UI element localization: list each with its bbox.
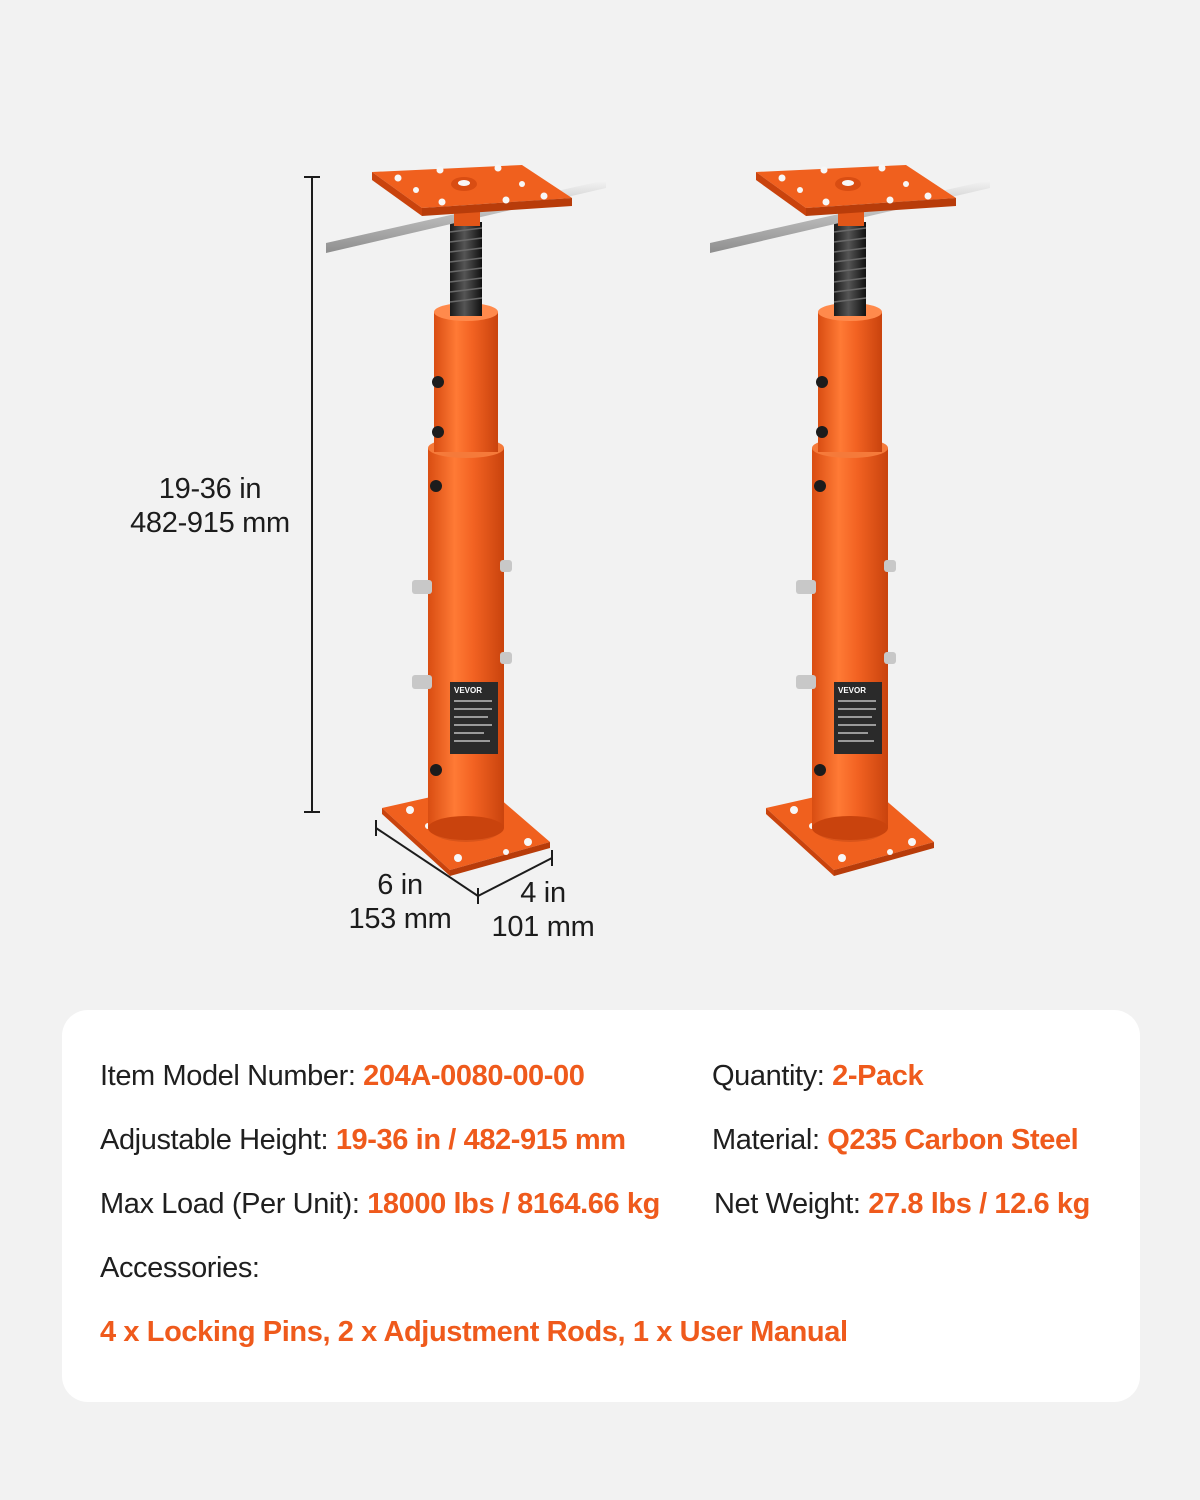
height-mm: 482-915 mm — [130, 507, 290, 539]
spec-quantity — [712, 1060, 923, 1093]
depth-in: 4 in — [520, 877, 566, 909]
spec-material-label: Material: — [712, 1124, 828, 1156]
depth-mm: 101 mm — [491, 911, 595, 943]
spec-load — [100, 1188, 660, 1221]
width-in: 6 in — [377, 869, 423, 901]
spec-load-value: 18000 lbs / 8164.66 kg — [367, 1188, 660, 1220]
jack-stand-right — [710, 165, 990, 877]
spec-weight — [714, 1188, 1090, 1221]
width-mm: 153 mm — [348, 903, 452, 935]
spec-load-label: Max Load (Per Unit): — [100, 1188, 368, 1220]
spec-height-label: Adjustable Height: — [100, 1124, 336, 1156]
spec-quantity-label: Quantity: — [712, 1060, 833, 1092]
spec-card — [62, 1010, 1140, 1402]
spec-model — [100, 1060, 585, 1093]
base-depth-label — [478, 876, 608, 944]
spec-accessories-value: 4 x Locking Pins, 2 x Adjustment Rods, 1 x User Manual — [100, 1316, 848, 1348]
spec-model-label: Item Model Number: — [100, 1060, 364, 1092]
spec-accessories-label: Accessories: — [100, 1252, 260, 1284]
spec-material-value: Q235 Carbon Steel — [827, 1124, 1079, 1156]
jack-stands-illustration: VEVOR — [0, 0, 1200, 1000]
spec-weight-label: Net Weight: — [714, 1188, 869, 1220]
spec-material — [712, 1124, 1078, 1157]
base-width-label — [330, 868, 470, 936]
height-in: 19-36 in — [158, 473, 262, 505]
spec-quantity-value: 2-Pack — [832, 1060, 924, 1092]
jack-stand-left — [326, 165, 606, 877]
spec-model-value: 204A-0080-00-00 — [363, 1060, 585, 1092]
spec-weight-value: 27.8 lbs / 12.6 kg — [868, 1188, 1090, 1220]
spec-height — [100, 1124, 626, 1157]
height-dimension-label — [110, 472, 310, 540]
spec-height-value: 19-36 in / 482-915 mm — [335, 1124, 626, 1156]
